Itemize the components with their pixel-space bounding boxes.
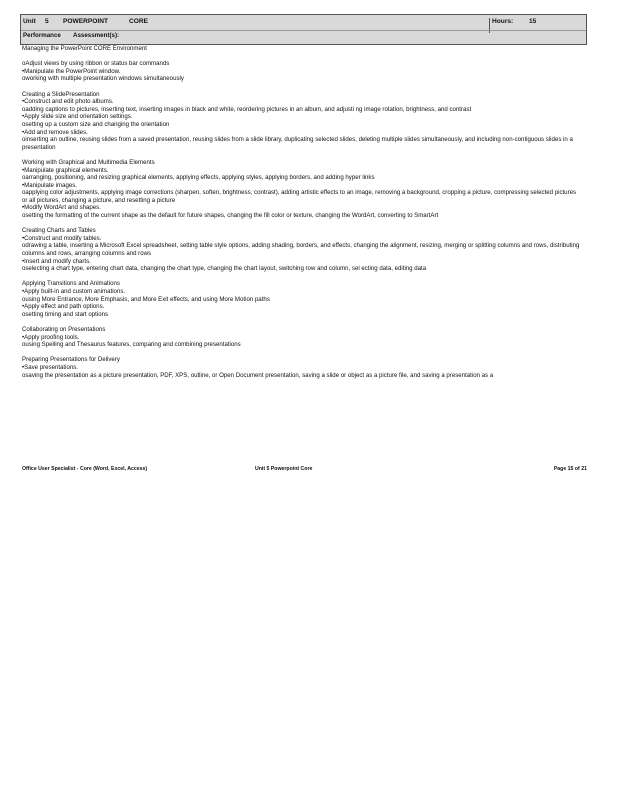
unit-header-row: [21, 18, 586, 30]
unit-label: Unit: [23, 18, 36, 25]
section-line: •Apply slide size and orientation settings.: [22, 113, 133, 121]
section-line: oinserting an outline, reusing slides from a saved presentation, reusing slides from a slide library, duplicating selected slides, deleting multiple slides simultaneously, and including non-contiguous slides in a presentation: [22, 136, 573, 151]
section-line: osetting the formatting of the current shape as the default for future shapes, changing the fill color or texture, changing the WordArt, converting to SmartArt: [22, 212, 439, 220]
competency-content: [22, 45, 582, 387]
section-line: ousing Spelling and Thesaurus features, comparing and combining presentations: [22, 341, 241, 349]
section-line: oarranging, positioning, and resizing graphical elements, applying effects, applying styles, applying borders, and adding hyper links: [22, 174, 375, 182]
section-line: •Add and remove slides.: [22, 128, 88, 136]
hours-label: Hours:: [492, 18, 514, 25]
section-line: •Save presentations.: [22, 363, 78, 371]
section: [22, 159, 582, 220]
assessment-label: Assessment(s):: [73, 32, 120, 39]
section-line: oapplying color adjustments, applying image corrections (sharpen, soften, brightness, contrast), adding artistic effects to an image, removing a background, cropping a picture, compressing selected pictures or all pictures, changing a picture, and resetting a picture: [22, 189, 577, 204]
section-line: odrawing a table, inserting a Microsoft Excel spreadsheet, setting table style options, adding shading, borders, and effects, changing the alignment, resizing, merging or splitting columns and rows, distributing columns and rows, arranging columns and rows: [22, 242, 580, 258]
section-line: •Modify WordArt and shapes.: [22, 204, 101, 212]
section-line: oadding captions to pictures, inserting text, inserting images in black and white, reordering pictures in an album, and adjusti ng image rotation, brightness, and contrast: [22, 105, 472, 113]
footer-page-number: Page 15 of 21: [553, 466, 587, 472]
section-line: ousing More Entrance, More Emphasis, and More Exit effects, and using More Motion paths: [22, 295, 270, 303]
section-line: •Apply proofing tools.: [22, 333, 80, 341]
unit-level: CORE: [129, 18, 149, 25]
section-line: osaving the presentation as a picture presentation, PDF, XPS, outline, or Open Document presentation, saving a slide or object as a picture file, and saving a presentation as a: [22, 371, 494, 379]
section-line: [22, 53, 582, 61]
header-rule: [21, 30, 586, 31]
section-title: Creating a SlidePresentation: [22, 90, 100, 98]
section: [22, 280, 582, 318]
section-line: osetting up a custom size and changing the orientation: [22, 120, 170, 128]
section-line: •Manipulate the PowerPoint window.: [22, 67, 121, 75]
section-line: oselecting a chart type, entering chart data, changing the chart type, changing the chart layout, switching row and column, sel ecting data, editing data: [22, 265, 427, 273]
section-line: •Insert and modify charts.: [22, 257, 91, 265]
unit-header: [20, 14, 587, 45]
section-title: Applying Transitions and Animations: [22, 280, 120, 288]
unit-title: POWERPOINT: [63, 18, 109, 25]
section: [22, 45, 582, 83]
section: [22, 356, 582, 379]
section-line: oAdjust views by using ribbon or status bar commands: [22, 60, 170, 68]
section-line: osetting timing and start options: [22, 310, 109, 318]
hours-value: 15: [529, 18, 537, 25]
section-line: •Manipulate images.: [22, 181, 77, 189]
performance-label: Performance: [23, 32, 61, 39]
section-title: Working with Graphical and Multimedia Elements: [22, 158, 155, 166]
section-title: Managing the PowerPoint CORE Environment: [22, 45, 147, 52]
section-title: Preparing Presentations for Delivery: [22, 356, 120, 364]
section-line: •Apply effect and path options.: [22, 303, 105, 311]
section-title: Collaborating on Presentations: [22, 325, 106, 333]
page-footer: [22, 466, 587, 476]
section-line: •Apply built-in and custom animations.: [22, 288, 126, 295]
section: [22, 326, 582, 349]
footer-unit: Unit 5 Powerpoint Core: [255, 466, 313, 472]
section: [22, 91, 582, 152]
section: [22, 227, 582, 273]
footer-course: Office User Specialist - Core (Word, Excel, Access): [22, 466, 148, 472]
section-line: •Construct and edit photo albums.: [22, 98, 114, 106]
section-title: Creating Charts and Tables: [22, 227, 96, 235]
section-line: •Construct and modify tables.: [22, 234, 102, 242]
unit-number: 5: [45, 18, 49, 25]
section-line: oworking with multiple presentation windows simultaneously: [22, 75, 184, 83]
section-line: •Manipulate graphical elements.: [22, 166, 109, 174]
performance-row: [21, 32, 586, 43]
document-page: [20, 14, 587, 472]
